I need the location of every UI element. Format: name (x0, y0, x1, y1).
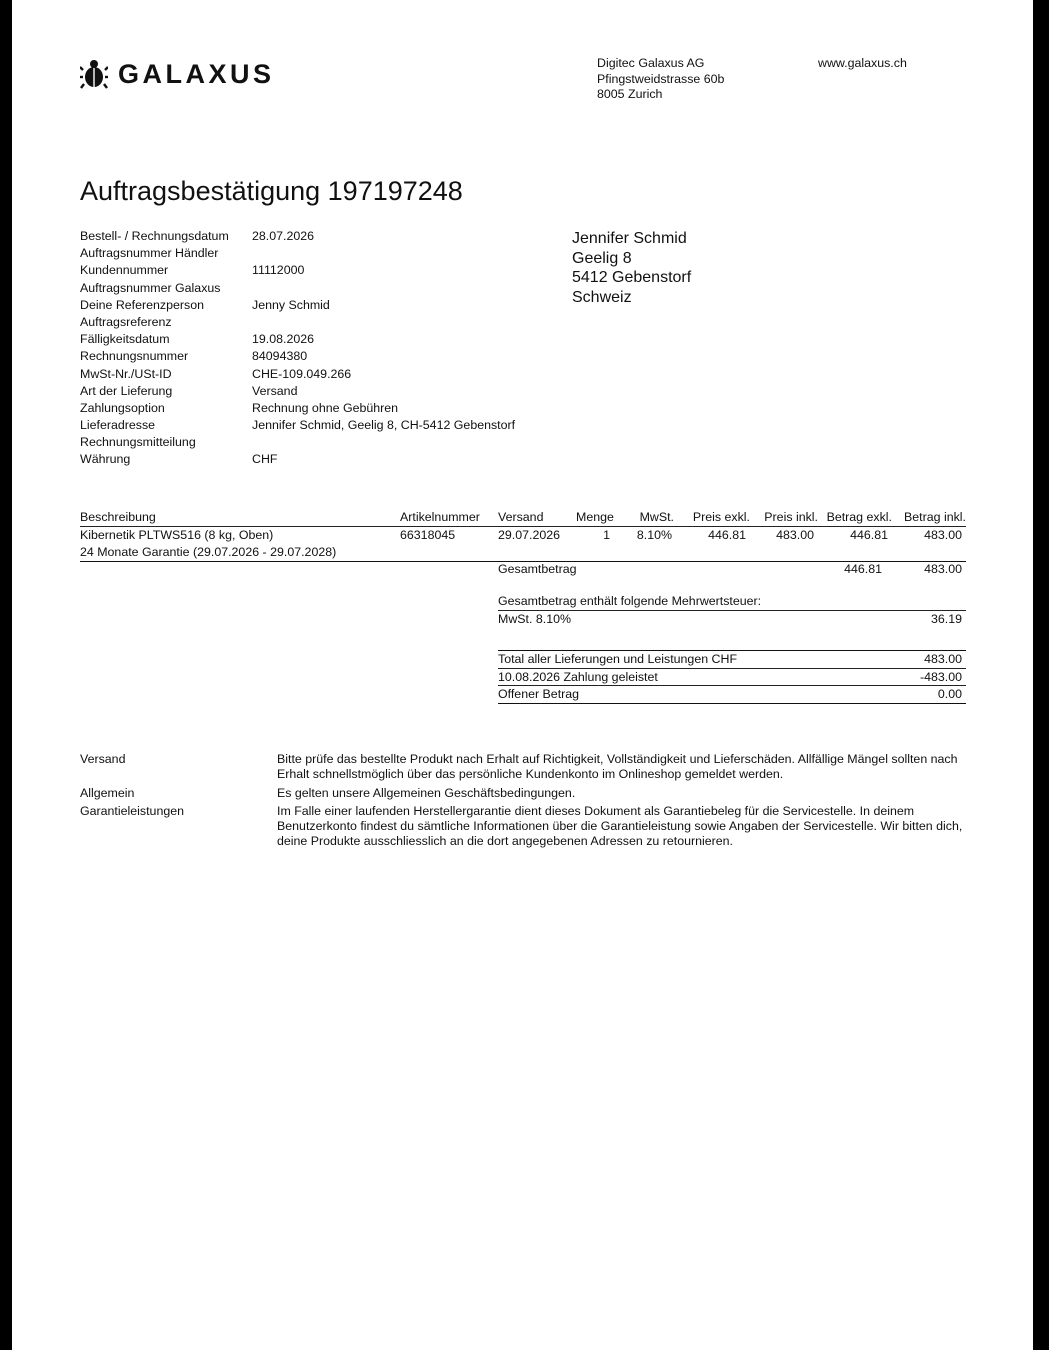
info-row (80, 383, 580, 400)
info-label: Auftragsnummer Händler (80, 246, 219, 261)
company-website[interactable]: www.galaxus.ch (818, 56, 907, 70)
company-address (597, 56, 724, 103)
info-row (80, 228, 580, 245)
vat-row (498, 611, 966, 628)
info-value: Jenny Schmid (252, 297, 330, 312)
brand-name: GALAXUS (118, 58, 275, 89)
company-name: Digitec Galaxus AG (597, 56, 705, 70)
vat-label: MwSt. 8.10% (498, 611, 571, 626)
payment-summary (498, 650, 966, 704)
total-label: Gesamtbetrag (498, 562, 577, 576)
note-label: Garantieleistungen (80, 803, 185, 818)
note-versand (80, 752, 966, 783)
info-label: MwSt-Nr./USt-ID (80, 366, 172, 381)
info-value (252, 434, 580, 451)
info-label: Rechnungsmitteilung (80, 435, 196, 450)
info-value: 28.07.2026 (252, 229, 315, 243)
info-label: Lieferadresse (80, 418, 156, 433)
info-row (80, 400, 580, 417)
note-label: Versand (80, 752, 126, 766)
item-qty: 1 (603, 528, 610, 542)
note-garantie (80, 804, 966, 850)
total-row (498, 561, 966, 578)
item-article: 66318045 (400, 528, 456, 542)
info-row (80, 262, 580, 279)
info-row (80, 314, 580, 331)
info-row (80, 434, 580, 451)
column-header: Versand (498, 508, 572, 527)
open-amount-label: Offener Betrag (498, 687, 580, 701)
info-row (80, 366, 580, 383)
info-label: Kundennummer (80, 263, 169, 278)
column-header: Artikelnummer (400, 508, 498, 527)
payment-label: 10.08.2026 Zahlung geleistet (498, 669, 658, 684)
all-total-row (498, 651, 966, 669)
info-row (80, 451, 580, 468)
column-header: Preis exkl. (680, 508, 750, 527)
table-header-row (80, 508, 966, 527)
column-header: Menge (572, 508, 618, 527)
note-label: Allgemein (80, 785, 135, 800)
all-total-label: Total aller Lieferungen und Leistungen CHF (498, 652, 738, 666)
recipient-address (572, 229, 691, 307)
note-text: Es gelten unsere Allgemeinen Geschäftsbedingungen. (277, 785, 576, 800)
table-row (80, 527, 966, 545)
vat-value: 36.19 (930, 611, 962, 626)
info-row (80, 297, 580, 314)
document-page (12, 0, 1033, 1350)
note-text: Bitte prüfe das bestellte Produkt nach Erhalt auf Richtigkeit, Vollständigkeit und Lieferschäden. Allfällige Mängel sollten nach Erhalt schnellstmöglich über das persönliche Kundenkonto im Onlineshop gemeldet werden. (277, 752, 958, 782)
page-title: Auftragsbestätigung 197197248 (80, 176, 463, 206)
info-row (80, 417, 580, 434)
info-value (252, 280, 580, 297)
info-value: 19.08.2026 (252, 332, 315, 347)
column-header: Betrag exkl. (818, 508, 892, 527)
company-city: 8005 Zurich (597, 87, 663, 101)
company-street: Pfingstweidstrasse 60b (597, 71, 725, 86)
recipient-street: Geelig 8 (572, 249, 632, 267)
info-value: CHE-109.049.266 (252, 366, 352, 381)
total-excl: 446.81 (844, 562, 882, 576)
info-label: Zahlungsoption (80, 400, 165, 415)
vat-summary (498, 593, 966, 627)
info-value: 11112000 (252, 263, 305, 278)
order-info (80, 228, 580, 469)
info-row (80, 348, 580, 365)
info-value (252, 314, 580, 331)
info-label: Auftragsnummer Galaxus (80, 280, 221, 295)
item-description: Kibernetik PLTWS516 (8 kg, Oben) (80, 528, 274, 542)
info-label: Art der Lieferung (80, 383, 173, 398)
info-row (80, 245, 580, 262)
note-text: Im Falle einer laufenden Herstellergarantie dient dieses Dokument als Garantiebeleg für die Servicestelle. In deinem Benutzerkonto findest du sämtliche Informationen über die Garantieleistung sowie Angaben der Servicestelle. Wir bitten dich, deine Produkte ausschliesslich an die dort angegebenen Adressen zu retournieren. (277, 803, 963, 849)
info-value: CHF (252, 452, 278, 467)
open-amount-row (498, 686, 966, 704)
info-value: Jennifer Schmid, Geelig 8, CH-5412 Gebenstorf (252, 418, 516, 433)
info-label: Währung (80, 452, 131, 467)
column-header: Betrag inkl. (892, 508, 966, 527)
info-value: Versand (252, 383, 298, 398)
ladybug-icon (80, 58, 108, 90)
info-value: Rechnung ohne Gebühren (252, 400, 399, 415)
info-label: Fälligkeitsdatum (80, 332, 170, 347)
info-label: Deine Referenzperson (80, 297, 204, 312)
info-value: 84094380 (252, 349, 308, 364)
item-price-excl: 446.81 (708, 528, 746, 542)
payment-value: -483.00 (919, 669, 962, 684)
recipient-name: Jennifer Schmid (572, 230, 687, 247)
note-allgemein (80, 786, 966, 801)
info-label: Bestell- / Rechnungsdatum (80, 229, 229, 243)
open-amount-value: 0.00 (937, 687, 962, 701)
items-table (80, 508, 966, 562)
payment-row (498, 669, 966, 687)
column-header: Beschreibung (80, 508, 400, 527)
recipient-city: 5412 Gebenstorf (572, 269, 692, 286)
item-price-incl: 483.00 (776, 528, 814, 542)
column-header: Preis inkl. (750, 508, 818, 527)
item-vat: 8.10% (636, 528, 672, 542)
recipient-country: Schweiz (572, 288, 632, 306)
notes-section (80, 752, 966, 853)
info-row (80, 280, 580, 297)
brand-logo (80, 58, 275, 90)
item-amount-incl: 483.00 (924, 528, 962, 542)
info-label: Rechnungsnummer (80, 349, 189, 364)
total-incl: 483.00 (924, 562, 962, 576)
info-value (252, 245, 580, 262)
item-amount-excl: 446.81 (850, 528, 888, 542)
info-row (80, 331, 580, 348)
column-header: MwSt. (618, 508, 680, 527)
item-warranty: 24 Monate Garantie (29.07.2026 - 29.07.2028) (80, 544, 966, 562)
info-label: Auftragsreferenz (80, 314, 172, 329)
all-total-value: 483.00 (924, 652, 962, 666)
table-row-warranty (80, 544, 966, 562)
item-shipping: 29.07.2026 (498, 528, 561, 542)
vat-heading: Gesamtbetrag enthält folgende Mehrwertsteuer: (498, 594, 762, 608)
vat-heading-row (498, 593, 966, 611)
